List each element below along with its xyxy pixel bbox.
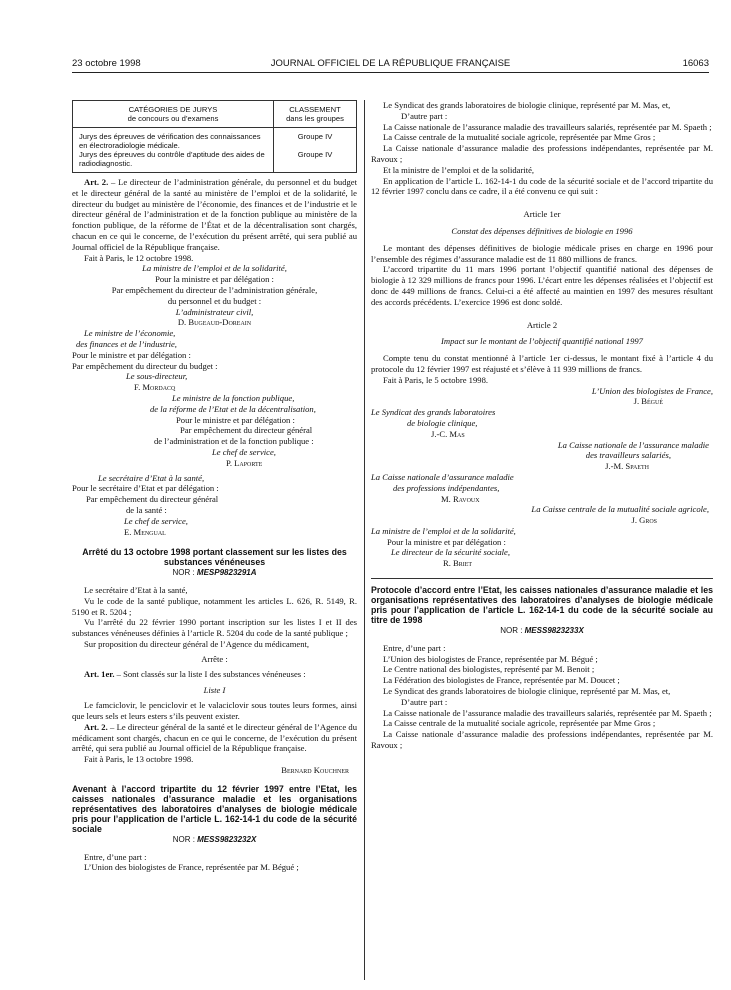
fait-line: Fait à Paris, le 5 octobre 1998. — [383, 374, 489, 385]
signature-title: La Caisse centrale de la mutualité sociale agricole, — [531, 504, 709, 515]
fait-line: Fait à Paris, le 12 octobre 1998. — [84, 252, 194, 263]
paragraph: La Caisse nationale d’assurance maladie des professions indépendantes, représentée par M. Ravoux ; — [371, 729, 713, 751]
paragraph: En application de l’article L. 162-14-1 du code de la sécurité sociale et de l’accord tripartite du 12 février 1997 conclu dans ce cadre, il a été convenu ce qui suit : — [371, 175, 713, 197]
article-1-paragraph: Art. 1er. – Sont classés sur la liste I des substances vénéneuses : — [84, 668, 306, 679]
signature-title: Le directeur de la sécurité sociale, — [391, 547, 511, 558]
signature-title: Le secrétaire d’Etat à la santé, — [98, 472, 205, 483]
signature-name: M. Ravoux — [441, 493, 480, 504]
paragraph: Vu le code de la santé publique, notamment les articles L. 626, R. 5149, R. 5190 et R. 5204 ; — [72, 595, 357, 617]
signature-name: J.-C. Mas — [431, 428, 465, 439]
paragraph: La Caisse nationale de l’assurance maladie des travailleurs salariés, représentée par M. Spaeth ; — [383, 707, 712, 718]
table-header-categories: CATÉGORIES DE JURYS de concours ou d’examens — [73, 101, 274, 128]
signature-title: Le chef de service, — [212, 446, 276, 457]
arrete-title: Arrêté du 13 octobre 1998 portant classement sur les listes des substances vénéneuses — [82, 547, 347, 568]
signature-line: Pour le secrétaire d’Etat et par délégation : — [72, 483, 219, 494]
paragraph: D’autre part : — [401, 696, 448, 707]
signature-line: Pour le ministre et par délégation : — [72, 349, 191, 360]
nor-reference: NOR : MESP9823291A — [172, 568, 257, 578]
paragraph: Le secrétaire d’Etat à la santé, — [84, 585, 188, 596]
liste-heading: Liste I — [203, 685, 226, 696]
signature-line: Pour la ministre et par délégation : — [387, 536, 506, 547]
right-column — [371, 100, 713, 751]
paragraph: L’accord tripartite du 11 mars 1996 portant l’objectif quantifié national des dépenses de biologie à 12 329 millions de francs pour 1996. L’écart entre les dépenses réalisées et l’objectif est donc de 449 millions de francs. Celui-ci a été affecté au maintien en 1997 des mesures résultant des accords précédents. L’exercice 1996 est donc soldé. — [371, 264, 713, 307]
paragraph: La Caisse nationale de l’assurance maladie des travailleurs salariés, représentée par M. Spaeth ; — [383, 121, 712, 132]
paragraph: Le Syndicat des grands laboratoires de biologie clinique, représenté par M. Mas, et, — [383, 100, 671, 110]
signature-title: des finances et de l’industrie, — [76, 338, 177, 349]
signature-title: de la réforme de l’Etat et de la décentralisation, — [150, 403, 316, 414]
arrete-word: Arrête : — [201, 653, 228, 664]
signature-title: Le Syndicat des grands laboratoires — [371, 407, 496, 418]
column-divider — [364, 100, 365, 980]
paragraph: Le famciclovir, le penciclovir et le valaciclovir sous toutes leurs formes, ainsi que leurs sels et leurs esters s’ils peuvent exister. — [72, 700, 357, 722]
table-cell-label: Jurys des épreuves de vérification des connaissances en électroradiologie médicale. Jurys des épreuves du contrôle d’aptitude des aides de radiodiagnostic. — [73, 128, 274, 173]
fait-line: Fait à Paris, le 13 octobre 1998. — [84, 754, 194, 765]
jury-table — [72, 100, 357, 173]
nor-reference: NOR : MESS9823232X — [172, 834, 257, 844]
paragraph: La Caisse nationale d’assurance maladie des professions indépendantes, représentée par M. Ravoux ; — [371, 143, 713, 164]
signature-line: Par empêchement du directeur général — [86, 494, 219, 505]
page-number: 16063 — [682, 58, 709, 69]
signature-name: F. Mordacq — [134, 382, 176, 393]
signature-title: La ministre de l’emploi et de la solidarité, — [371, 525, 516, 536]
left-column — [72, 100, 357, 873]
page-header — [72, 58, 709, 72]
signature-title: La Caisse nationale d’assurance maladie — [371, 471, 514, 482]
table-cell-group: Groupe IV Groupe IV — [274, 128, 357, 173]
table-header-classement: CLASSEMENT dans les groupes — [274, 101, 357, 128]
signature-title: L’administrateur civil, — [175, 306, 254, 317]
nor-reference: NOR : MESS9823233X — [500, 626, 584, 636]
article-2-paragraph: Art. 2. – Le directeur de l’administration générale, du personnel et du budget et le directeur général de la santé au ministère de l’emploi et de la solidarité, le directeur du budget au ministère de l’économie, des finances et de l’industrie et le directeur général de l’administration et de la fonction publique au ministère de la fonction publique, de la réforme de l’État et de la décentralisation sont chargés, chacun en ce qui le concerne, de l’exécution du présent arrêté, qui sera publié au Journal officiel de la République française. — [72, 177, 357, 252]
paragraph: La Caisse centrale de la mutualité sociale agricole, représentée par Mme Gros ; — [383, 132, 656, 143]
signature-line: Pour le ministre et par délégation : — [176, 414, 295, 425]
signature-name: J. Gros — [631, 515, 657, 526]
paragraph: L’Union des biologistes de France, représentée par M. Bégué ; — [84, 862, 299, 873]
paragraph: La Fédération des biologistes de France, représentée par M. Doucet ; — [383, 675, 620, 686]
table-row — [73, 128, 357, 173]
section-rule — [371, 578, 713, 579]
paragraph: D’autre part : — [401, 110, 448, 121]
signature-name: R. Briet — [443, 558, 473, 569]
paragraph: Et la ministre de l’emploi et de la solidarité, — [383, 164, 535, 175]
paragraph: Le montant des dépenses définitives de biologie médicale prises en charge en 1996 pour l’ensemble des régimes d’assurance maladie est de 11 880 millions de francs. — [371, 242, 713, 264]
signature-title: Le ministre de l’économie, — [84, 328, 176, 339]
signature-line: Par empêchement du directeur général — [180, 425, 313, 436]
signature-line: Par empêchement du directeur du budget : — [72, 360, 218, 371]
paragraph: Vu l’arrêté du 22 février 1990 portant inscription sur les listes I et II des substances vénéneuses définies à l’article R. 5204 du code de la santé publique ; — [72, 617, 357, 639]
signature-line: de l’administration et de la fonction publique : — [154, 436, 314, 447]
article-2-subtitle: Impact sur le montant de l’objectif quantifié national 1997 — [441, 336, 643, 347]
journal-title: JOURNAL OFFICIEL DE LA RÉPUBLIQUE FRANÇAISE — [270, 58, 511, 69]
signature-title: de biologie clinique, — [407, 417, 478, 428]
signature-line: de la santé : — [126, 504, 167, 515]
signature-title: des professions indépendantes, — [393, 482, 500, 493]
article-2-paragraph: Art. 2. – Le directeur général de la santé et le directeur général de l’Agence du médicament sont chargés, chacun en ce qui le concerne, de l’exécution du présent arrêté, qui sera publié au Journal officiel de la République française. — [72, 721, 358, 754]
protocole-title: Protocole d’accord entre l’Etat, les caisses nationales d’assurance maladie et les organisations représentatives des laboratoires d’analyses de biologie médicale pris pour l’application de l’article L. 162-14-1 du code de la sécurité sociale au titre de 1998 — [371, 585, 713, 626]
signature-title: La ministre de l’emploi et de la solidarité, — [142, 263, 287, 274]
paragraph: Sur proposition du directeur général de l’Agence du médicament, — [84, 639, 310, 650]
signature-name: P. Laporte — [226, 457, 263, 468]
signature-title: des travailleurs salariés, — [585, 450, 671, 461]
paragraph: Le Syndicat des grands laboratoires de biologie clinique, représenté par M. Mas, et, — [383, 686, 671, 697]
paragraph: Compte tenu du constat mentionné à l’article 1er ci-dessus, le montant fixé à l’article 4 du protocole du 12 février 1997 est réajusté et s’élève à 11 939 millions de francs. — [371, 353, 713, 374]
signature-line: du personnel et du budget : — [167, 295, 262, 306]
paragraph: L’Union des biologistes de France, représentée par M. Bégué ; — [383, 653, 598, 664]
signature-name: J. Bégué — [633, 396, 663, 407]
signature-name: Bernard Kouchner — [281, 765, 349, 776]
paragraph: Entre, d’une part : — [84, 851, 147, 862]
signature-title: L’Union des biologistes de France, — [591, 385, 713, 396]
article-1-subtitle: Constat des dépenses définitives de biologie en 1996 — [451, 225, 633, 236]
article-2-heading: Article 2 — [526, 319, 558, 330]
paragraph: Le Centre national des biologistes, représenté par M. Benoit ; — [383, 664, 595, 675]
paragraph: La Caisse centrale de la mutualité sociale agricole, représentée par Mme Gros ; — [383, 718, 656, 729]
signature-name: E. Mengual — [124, 526, 166, 537]
paragraph: Entre, d’une part : — [383, 642, 446, 653]
signature-title: Le chef de service, — [124, 515, 188, 526]
signature-title: Le sous-directeur, — [126, 371, 188, 382]
signature-title: Le ministre de la fonction publique, — [172, 392, 295, 403]
article-1-heading: Article 1er — [523, 209, 561, 220]
signature-line: Pour la ministre et par délégation : — [155, 274, 274, 285]
avenant-title: Avenant à l’accord tripartite du 12 février 1997 entre l’Etat, les caisses nationales d’assurance maladie et les organisations représentatives des laboratoires d’analyses de biologie médicale pris pour l’application de l’article L. 162-14-1 du code de la sécurité sociale — [72, 783, 357, 834]
signature-name: J.-M. Spaeth — [605, 461, 649, 472]
signature-title: La Caisse nationale de l’assurance maladie — [557, 439, 709, 450]
header-rule — [72, 72, 709, 73]
header-date: 23 octobre 1998 — [72, 58, 141, 69]
signature-name: D. Bugeaud-Doreain — [177, 317, 252, 328]
signature-line: Par empêchement du directeur de l’administration générale, — [111, 284, 318, 295]
